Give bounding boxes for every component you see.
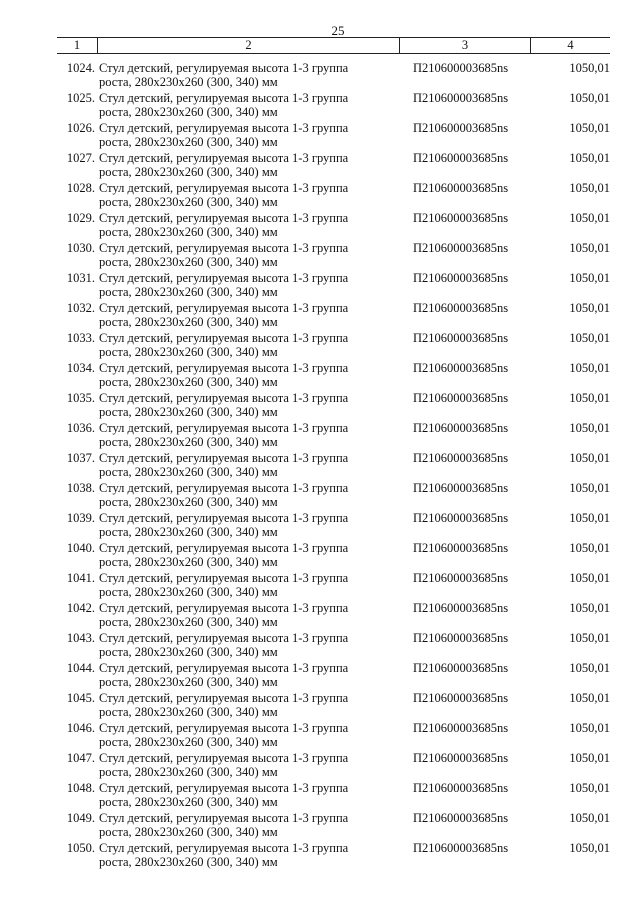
description-line-1: Стул детский, регулируемая высота 1-3 группа xyxy=(99,841,349,855)
row-description xyxy=(99,631,399,659)
row-number: 1045. xyxy=(66,691,95,705)
table-header xyxy=(57,37,610,54)
row-description xyxy=(99,91,399,119)
row-price: 1050,01 xyxy=(569,841,610,855)
row-number: 1048. xyxy=(66,781,95,795)
row-number: 1047. xyxy=(66,751,95,765)
row-price: 1050,01 xyxy=(569,121,610,135)
description-line-1: Стул детский, регулируемая высота 1-3 группа xyxy=(99,151,349,165)
row-price: 1050,01 xyxy=(569,511,610,525)
row-number: 1032. xyxy=(66,301,95,315)
row-description xyxy=(99,151,399,179)
row-price: 1050,01 xyxy=(569,631,610,645)
row-code: П210600003685ns xyxy=(413,721,509,735)
description-line-2: роста, 280х230х260 (300, 340) мм xyxy=(99,735,278,749)
row-number: 1028. xyxy=(66,181,95,195)
description-line-1: Стул детский, регулируемая высота 1-3 группа xyxy=(99,541,349,555)
row-code: П210600003685ns xyxy=(413,301,509,315)
description-line-2: роста, 280х230х260 (300, 340) мм xyxy=(99,645,278,659)
description-line-2: роста, 280х230х260 (300, 340) мм xyxy=(99,795,278,809)
table-row xyxy=(0,240,640,270)
row-price: 1050,01 xyxy=(569,751,610,765)
table-row xyxy=(0,390,640,420)
row-number: 1031. xyxy=(66,271,95,285)
row-code: П210600003685ns xyxy=(413,391,509,405)
description-line-1: Стул детский, регулируемая высота 1-3 группа xyxy=(99,451,349,465)
row-number: 1040. xyxy=(66,541,95,555)
row-description xyxy=(99,391,399,419)
row-code: П210600003685ns xyxy=(413,661,509,675)
column-header-1: 1 xyxy=(57,38,98,53)
row-code: П210600003685ns xyxy=(413,61,509,75)
column-header-3: 3 xyxy=(400,38,531,53)
table-row xyxy=(0,360,640,390)
row-code: П210600003685ns xyxy=(413,91,509,105)
row-number: 1050. xyxy=(66,841,95,855)
row-description xyxy=(99,271,399,299)
row-code: П210600003685ns xyxy=(413,571,509,585)
row-price: 1050,01 xyxy=(569,781,610,795)
row-number: 1025. xyxy=(66,91,95,105)
row-code: П210600003685ns xyxy=(413,361,509,375)
table-row xyxy=(0,570,640,600)
row-price: 1050,01 xyxy=(569,721,610,735)
row-code: П210600003685ns xyxy=(413,151,509,165)
row-code: П210600003685ns xyxy=(413,331,509,345)
description-line-2: роста, 280х230х260 (300, 340) мм xyxy=(99,855,278,869)
row-code: П210600003685ns xyxy=(413,451,509,465)
row-code: П210600003685ns xyxy=(413,601,509,615)
row-description xyxy=(99,331,399,359)
row-number: 1041. xyxy=(66,571,95,585)
description-line-2: роста, 280х230х260 (300, 340) мм xyxy=(99,705,278,719)
row-price: 1050,01 xyxy=(569,211,610,225)
row-price: 1050,01 xyxy=(569,301,610,315)
row-description xyxy=(99,661,399,689)
row-code: П210600003685ns xyxy=(413,481,509,495)
description-line-1: Стул детский, регулируемая высота 1-3 группа xyxy=(99,601,349,615)
row-price: 1050,01 xyxy=(569,331,610,345)
row-price: 1050,01 xyxy=(569,661,610,675)
description-line-1: Стул детский, регулируемая высота 1-3 группа xyxy=(99,271,349,285)
description-line-2: роста, 280х230х260 (300, 340) мм xyxy=(99,585,278,599)
row-code: П210600003685ns xyxy=(413,181,509,195)
row-description xyxy=(99,691,399,719)
row-price: 1050,01 xyxy=(569,271,610,285)
description-line-2: роста, 280х230х260 (300, 340) мм xyxy=(99,285,278,299)
table-body xyxy=(0,60,640,870)
row-price: 1050,01 xyxy=(569,391,610,405)
row-code: П210600003685ns xyxy=(413,211,509,225)
description-line-1: Стул детский, регулируемая высота 1-3 группа xyxy=(99,361,349,375)
description-line-1: Стул детский, регулируемая высота 1-3 группа xyxy=(99,391,349,405)
row-code: П210600003685ns xyxy=(413,541,509,555)
table-row xyxy=(0,810,640,840)
description-line-2: роста, 280х230х260 (300, 340) мм xyxy=(99,375,278,389)
description-line-2: роста, 280х230х260 (300, 340) мм xyxy=(99,555,278,569)
row-description xyxy=(99,361,399,389)
row-price: 1050,01 xyxy=(569,691,610,705)
row-code: П210600003685ns xyxy=(413,811,509,825)
row-number: 1046. xyxy=(66,721,95,735)
row-description xyxy=(99,181,399,209)
row-code: П210600003685ns xyxy=(413,751,509,765)
row-description xyxy=(99,541,399,569)
column-header-4: 4 xyxy=(567,38,574,52)
row-price: 1050,01 xyxy=(569,181,610,195)
row-description xyxy=(99,241,399,269)
row-description xyxy=(99,571,399,599)
description-line-1: Стул детский, регулируемая высота 1-3 группа xyxy=(99,481,349,495)
description-line-2: роста, 280х230х260 (300, 340) мм xyxy=(99,225,278,239)
table-row xyxy=(0,420,640,450)
row-description xyxy=(99,421,399,449)
row-price: 1050,01 xyxy=(569,541,610,555)
table-row xyxy=(0,150,640,180)
row-code: П210600003685ns xyxy=(413,781,509,795)
row-number: 1030. xyxy=(66,241,95,255)
description-line-2: роста, 280х230х260 (300, 340) мм xyxy=(99,615,278,629)
description-line-2: роста, 280х230х260 (300, 340) мм xyxy=(99,525,278,539)
description-line-2: роста, 280х230х260 (300, 340) мм xyxy=(99,345,278,359)
description-line-2: роста, 280х230х260 (300, 340) мм xyxy=(99,465,278,479)
row-description xyxy=(99,601,399,629)
description-line-2: роста, 280х230х260 (300, 340) мм xyxy=(99,105,278,119)
description-line-1: Стул детский, регулируемая высота 1-3 группа xyxy=(99,331,349,345)
description-line-1: Стул детский, регулируемая высота 1-3 группа xyxy=(99,91,349,105)
row-code: П210600003685ns xyxy=(413,841,509,855)
description-line-2: роста, 280х230х260 (300, 340) мм xyxy=(99,315,278,329)
table-row xyxy=(0,600,640,630)
row-price: 1050,01 xyxy=(569,811,610,825)
row-price: 1050,01 xyxy=(569,481,610,495)
description-line-1: Стул детский, регулируемая высота 1-3 группа xyxy=(99,571,349,585)
row-description xyxy=(99,841,399,869)
row-code: П210600003685ns xyxy=(413,271,509,285)
row-number: 1024. xyxy=(66,61,95,75)
row-number: 1036. xyxy=(66,421,95,435)
table-row xyxy=(0,660,640,690)
row-price: 1050,01 xyxy=(569,601,610,615)
table-row xyxy=(0,780,640,810)
table-row xyxy=(0,450,640,480)
row-description xyxy=(99,451,399,479)
row-description xyxy=(99,751,399,779)
description-line-1: Стул детский, регулируемая высота 1-3 группа xyxy=(99,661,349,675)
table-row xyxy=(0,840,640,870)
description-line-2: роста, 280х230х260 (300, 340) мм xyxy=(99,675,278,689)
description-line-1: Стул детский, регулируемая высота 1-3 группа xyxy=(99,691,349,705)
row-number: 1038. xyxy=(66,481,95,495)
table-row xyxy=(0,180,640,210)
row-code: П210600003685ns xyxy=(413,421,509,435)
row-number: 1037. xyxy=(66,451,95,465)
row-number: 1035. xyxy=(66,391,95,405)
row-description xyxy=(99,811,399,839)
description-line-1: Стул детский, регулируемая высота 1-3 группа xyxy=(99,421,349,435)
row-number: 1049. xyxy=(66,811,95,825)
row-description xyxy=(99,721,399,749)
row-price: 1050,01 xyxy=(569,61,610,75)
row-number: 1027. xyxy=(66,151,95,165)
row-number: 1039. xyxy=(66,511,95,525)
row-price: 1050,01 xyxy=(569,361,610,375)
table-row xyxy=(0,60,640,90)
table-row xyxy=(0,120,640,150)
description-line-2: роста, 280х230х260 (300, 340) мм xyxy=(99,495,278,509)
row-description xyxy=(99,781,399,809)
row-description xyxy=(99,511,399,539)
column-header-2: 2 xyxy=(98,38,400,53)
table-row xyxy=(0,540,640,570)
row-description xyxy=(99,211,399,239)
row-number: 1026. xyxy=(66,121,95,135)
description-line-1: Стул детский, регулируемая высота 1-3 группа xyxy=(99,811,349,825)
description-line-2: роста, 280х230х260 (300, 340) мм xyxy=(99,405,278,419)
description-line-1: Стул детский, регулируемая высота 1-3 группа xyxy=(99,211,349,225)
description-line-1: Стул детский, регулируемая высота 1-3 группа xyxy=(99,241,349,255)
description-line-2: роста, 280х230х260 (300, 340) мм xyxy=(99,165,278,179)
description-line-2: роста, 280х230х260 (300, 340) мм xyxy=(99,195,278,209)
table-row xyxy=(0,300,640,330)
description-line-1: Стул детский, регулируемая высота 1-3 группа xyxy=(99,631,349,645)
row-price: 1050,01 xyxy=(569,151,610,165)
row-number: 1029. xyxy=(66,211,95,225)
row-code: П210600003685ns xyxy=(413,121,509,135)
row-number: 1043. xyxy=(66,631,95,645)
description-line-1: Стул детский, регулируемая высота 1-3 группа xyxy=(99,751,349,765)
table-row xyxy=(0,630,640,660)
description-line-2: роста, 280х230х260 (300, 340) мм xyxy=(99,75,278,89)
description-line-1: Стул детский, регулируемая высота 1-3 группа xyxy=(99,511,349,525)
row-price: 1050,01 xyxy=(569,91,610,105)
row-description xyxy=(99,481,399,509)
row-number: 1044. xyxy=(66,661,95,675)
row-price: 1050,01 xyxy=(569,451,610,465)
description-line-1: Стул детский, регулируемая высота 1-3 группа xyxy=(99,301,349,315)
row-description xyxy=(99,61,399,89)
row-description xyxy=(99,301,399,329)
row-code: П210600003685ns xyxy=(413,691,509,705)
page-number: 25 xyxy=(331,23,345,38)
table-row xyxy=(0,480,640,510)
description-line-1: Стул детский, регулируемая высота 1-3 группа xyxy=(99,781,349,795)
table-row xyxy=(0,690,640,720)
row-price: 1050,01 xyxy=(569,241,610,255)
description-line-2: роста, 280х230х260 (300, 340) мм xyxy=(99,135,278,149)
table-row xyxy=(0,90,640,120)
description-line-1: Стул детский, регулируемая высота 1-3 группа xyxy=(99,181,349,195)
table-row xyxy=(0,750,640,780)
row-description xyxy=(99,121,399,149)
row-price: 1050,01 xyxy=(569,421,610,435)
row-price: 1050,01 xyxy=(569,571,610,585)
description-line-2: роста, 280х230х260 (300, 340) мм xyxy=(99,435,278,449)
description-line-2: роста, 280х230х260 (300, 340) мм xyxy=(99,255,278,269)
row-code: П210600003685ns xyxy=(413,511,509,525)
table-row xyxy=(0,720,640,750)
table-row xyxy=(0,510,640,540)
description-line-1: Стул детский, регулируемая высота 1-3 группа xyxy=(99,121,349,135)
table-row xyxy=(0,330,640,360)
description-line-1: Стул детский, регулируемая высота 1-3 группа xyxy=(99,61,349,75)
row-number: 1034. xyxy=(66,361,95,375)
row-code: П210600003685ns xyxy=(413,241,509,255)
row-code: П210600003685ns xyxy=(413,631,509,645)
table-row xyxy=(0,270,640,300)
row-number: 1042. xyxy=(66,601,95,615)
description-line-2: роста, 280х230х260 (300, 340) мм xyxy=(99,765,278,779)
description-line-1: Стул детский, регулируемая высота 1-3 группа xyxy=(99,721,349,735)
description-line-2: роста, 280х230х260 (300, 340) мм xyxy=(99,825,278,839)
table-row xyxy=(0,210,640,240)
row-number: 1033. xyxy=(66,331,95,345)
